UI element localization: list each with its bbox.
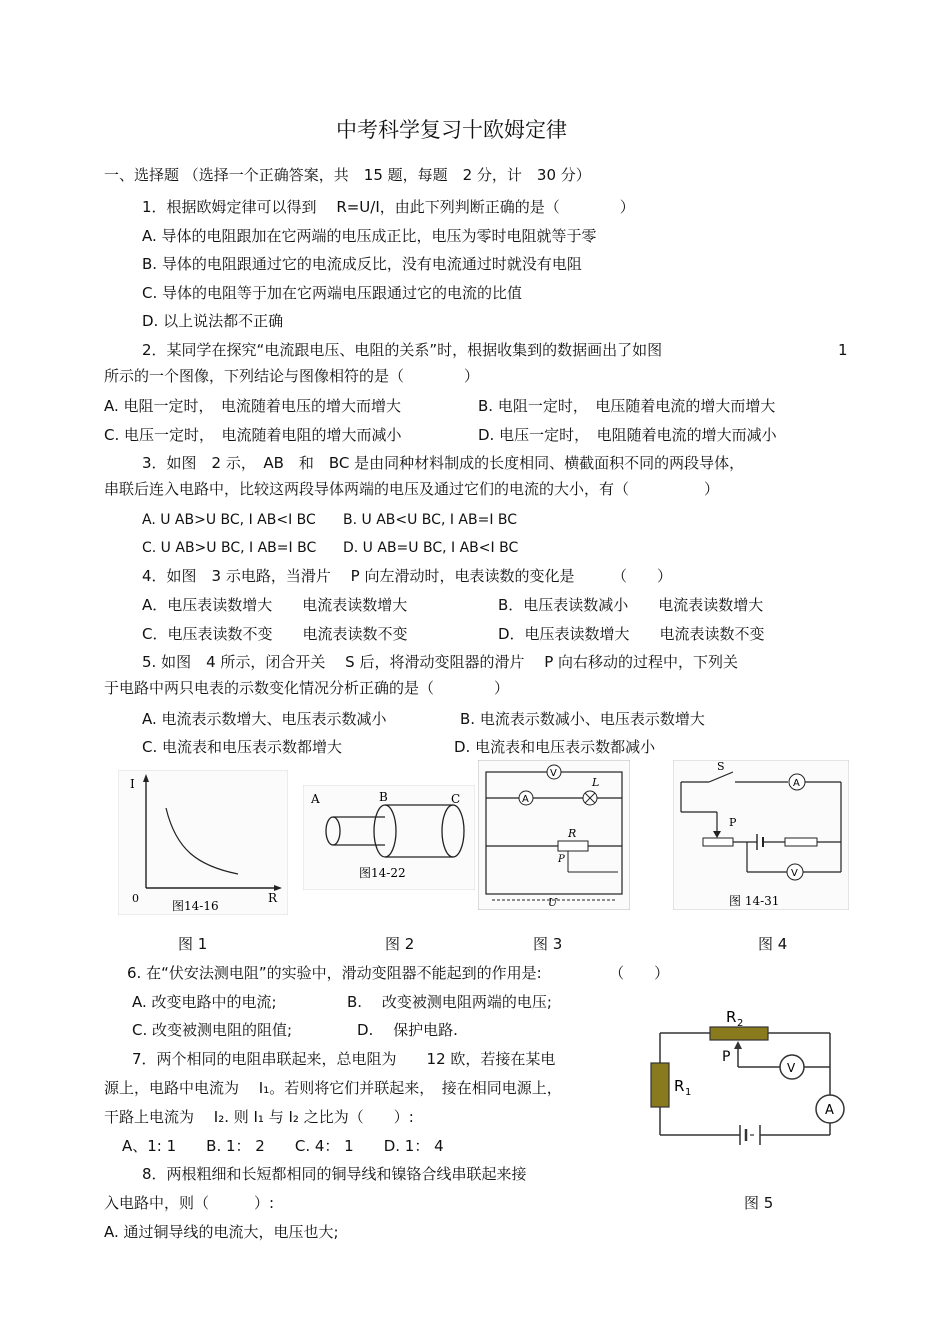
figure-5-caption: 图 5 (744, 1194, 774, 1212)
question-5-option-d: D. 电流表和电压表示数都减小 (454, 738, 656, 756)
figure-1-graph (118, 770, 288, 915)
question-6-option-c: C. 改变被测电阻的阻值; (132, 1021, 293, 1039)
question-4-stem: 4．如图 3 示电路，当滑片 P 向左滑动时，电表读数的变化是 （ ） (142, 567, 672, 585)
question-5-option-b: B. 电流表示数减小、电压表示数增大 (460, 710, 705, 728)
figure-1-inner-label: 图14-16 (172, 899, 219, 913)
figure-3-circuit (478, 760, 630, 910)
question-2-stem-line1: 2．某同学在探究“电流跟电压、电阻的关系”时，根据收集到的数据画出了如图 (142, 341, 663, 359)
figure-5-r2-subscript: 2 (737, 1018, 744, 1029)
question-7-stem-line1: 7．两个相同的电阻串联起来，总电阻为 12 欧，若接在某电 (132, 1050, 556, 1068)
question-4-option-a: A．电压表读数增大 电流表读数增大 (142, 596, 408, 614)
question-7-stem-line2: 源上，电路中电流为 I₁。若则将它们并联起来， 接在相同电源上， (104, 1079, 562, 1097)
figure-4-circuit (673, 760, 849, 910)
figure-3-voltmeter-label: V (550, 768, 557, 779)
figure-4-inner-label: 图 14-31 (729, 894, 780, 908)
question-2-option-a: A. 电阻一定时， 电流随着电压的增大而增大 (104, 397, 402, 415)
question-2-figure-number: 1 (838, 341, 848, 359)
figure-4-voltmeter-label: V (791, 868, 798, 879)
question-5-stem-line1: 5. 如图 4 所示，闭合开关 S 后，将滑动变阻器的滑片 P 向右移动的过程中，下列关 (142, 653, 739, 671)
question-7-stem-line3: 干路上电流为 I₂. 则 I₁ 与 I₂ 之比为（ ）: (104, 1108, 414, 1126)
figure-5-voltmeter-label: V (787, 1061, 796, 1075)
page-title: 中考科学复习十欧姆定律 (336, 118, 567, 142)
question-8-stem-line2: 入电路中，则（ ）: (104, 1194, 275, 1212)
figure-3-lamp-label: L (592, 776, 600, 789)
figure-3-ammeter-label: A (522, 794, 529, 805)
figure-3-slider-label: P (558, 854, 565, 865)
figure-1-axis-y: I (130, 777, 135, 791)
question-5-option-a: A. 电流表示数增大、电压表示数减小 (142, 710, 387, 728)
question-3-option-b: B. U AB<U BC, I AB=I BC (343, 512, 518, 528)
question-2-option-c: C. 电压一定时， 电流随着电阻的增大而减小 (104, 426, 402, 444)
question-2-stem-line2: 所示的一个图像，下列结论与图像相符的是（ ） (104, 367, 480, 385)
question-3-option-a: A. U AB>U BC, I AB<I BC (142, 512, 316, 528)
question-1-option-a: A. 导体的电阻跟加在它两端的电压成正比，电压为零时电阻就等于零 (142, 227, 597, 245)
figure-2-label-b: B (379, 790, 388, 804)
question-1-stem: 1．根据欧姆定律可以得到 R=U/I，由此下列判断正确的是（ ） (142, 198, 635, 216)
question-5-stem-line2: 于电路中两只电表的示数变化情况分析正确的是（ ） (104, 679, 510, 697)
figure-2-conductor (303, 785, 475, 890)
figure-4-slider-label: P (729, 816, 737, 829)
question-3-option-d: D. U AB=U BC, I AB<I BC (343, 540, 519, 556)
figure-5-slider-label: P (722, 1049, 731, 1065)
figure-2-label-c: C (451, 792, 461, 806)
question-5-option-c: C. 电流表和电压表示数都增大 (142, 738, 343, 756)
figure-1-origin: 0 (132, 892, 139, 905)
question-1-option-c: C. 导体的电阻等于加在它两端电压跟通过它的电流的比值 (142, 284, 523, 302)
figure-5-r1-label: R (674, 1077, 685, 1095)
question-2-option-d: D. 电压一定时， 电阻随着电流的增大而减小 (478, 426, 777, 444)
question-4-option-d: D．电压表读数增大 电流表读数不变 (498, 625, 765, 643)
question-7-options: A、1: 1 B. 1： 2 C. 4： 1 D. 1： 4 (122, 1137, 444, 1155)
question-3-stem-line1: 3．如图 2 示， AB 和 BC 是由同种材料制成的长度相同、横截面积不同的两段导体， (142, 454, 745, 472)
question-8-stem-line1: 8．两根粗细和长短都相同的铜导线和镍铬合线串联起来接 (142, 1165, 527, 1183)
figure-2-caption: 图 2 (385, 935, 415, 953)
figure-5-circuit (640, 1005, 865, 1150)
figure-4-switch-label: S (717, 760, 725, 773)
section-heading: 一、选择题 （选择一个正确答案，共 15 题，每题 2 分，计 30 分） (104, 166, 591, 184)
question-3-stem-line2: 串联后连入电路中，比较这两段导体两端的电压及通过它们的电流的大小，有（ ） (104, 480, 720, 498)
figure-2-label-a: A (311, 792, 320, 806)
question-4-option-c: C．电压表读数不变 电流表读数不变 (142, 625, 408, 643)
question-3-option-c: C. U AB>U BC, I AB=I BC (142, 540, 317, 556)
figure-2-inner-label: 图14-22 (359, 866, 406, 880)
figure-4-caption: 图 4 (758, 935, 788, 953)
figure-5-r2-label: R (726, 1008, 737, 1026)
question-6-option-a: A. 改变电路中的电流; (132, 993, 277, 1011)
figure-1-axis-x: R (268, 891, 278, 905)
figure-5-r1-subscript: 1 (685, 1087, 692, 1098)
question-4-option-b: B．电压表读数减小 电流表读数增大 (498, 596, 764, 614)
question-1-option-d: D. 以上说法都不正确 (142, 312, 284, 330)
question-8-option-a: A. 通过铜导线的电流大，电压也大; (104, 1223, 339, 1241)
question-2-option-b: B. 电阻一定时， 电压随着电流的增大而增大 (478, 397, 776, 415)
question-6-option-b: B. 改变被测电阻两端的电压; (347, 993, 552, 1011)
figure-5-ammeter-label: A (825, 1103, 834, 1118)
question-1-option-b: B. 导体的电阻跟通过它的电流成反比，没有电流通过时就没有电阻 (142, 255, 582, 273)
question-6-stem: 6. 在“伏安法测电阻”的实验中，滑动变阻器不能起到的作用是: （ ） (127, 964, 670, 982)
figure-3-caption: 图 3 (533, 935, 563, 953)
figure-4-ammeter-label: A (793, 778, 800, 789)
figure-3-voltage-label: U (548, 896, 558, 909)
figure-1-caption: 图 1 (178, 935, 208, 953)
figure-3-resistor-label: R (568, 827, 577, 840)
question-6-option-d: D. 保护电路. (357, 1021, 458, 1039)
